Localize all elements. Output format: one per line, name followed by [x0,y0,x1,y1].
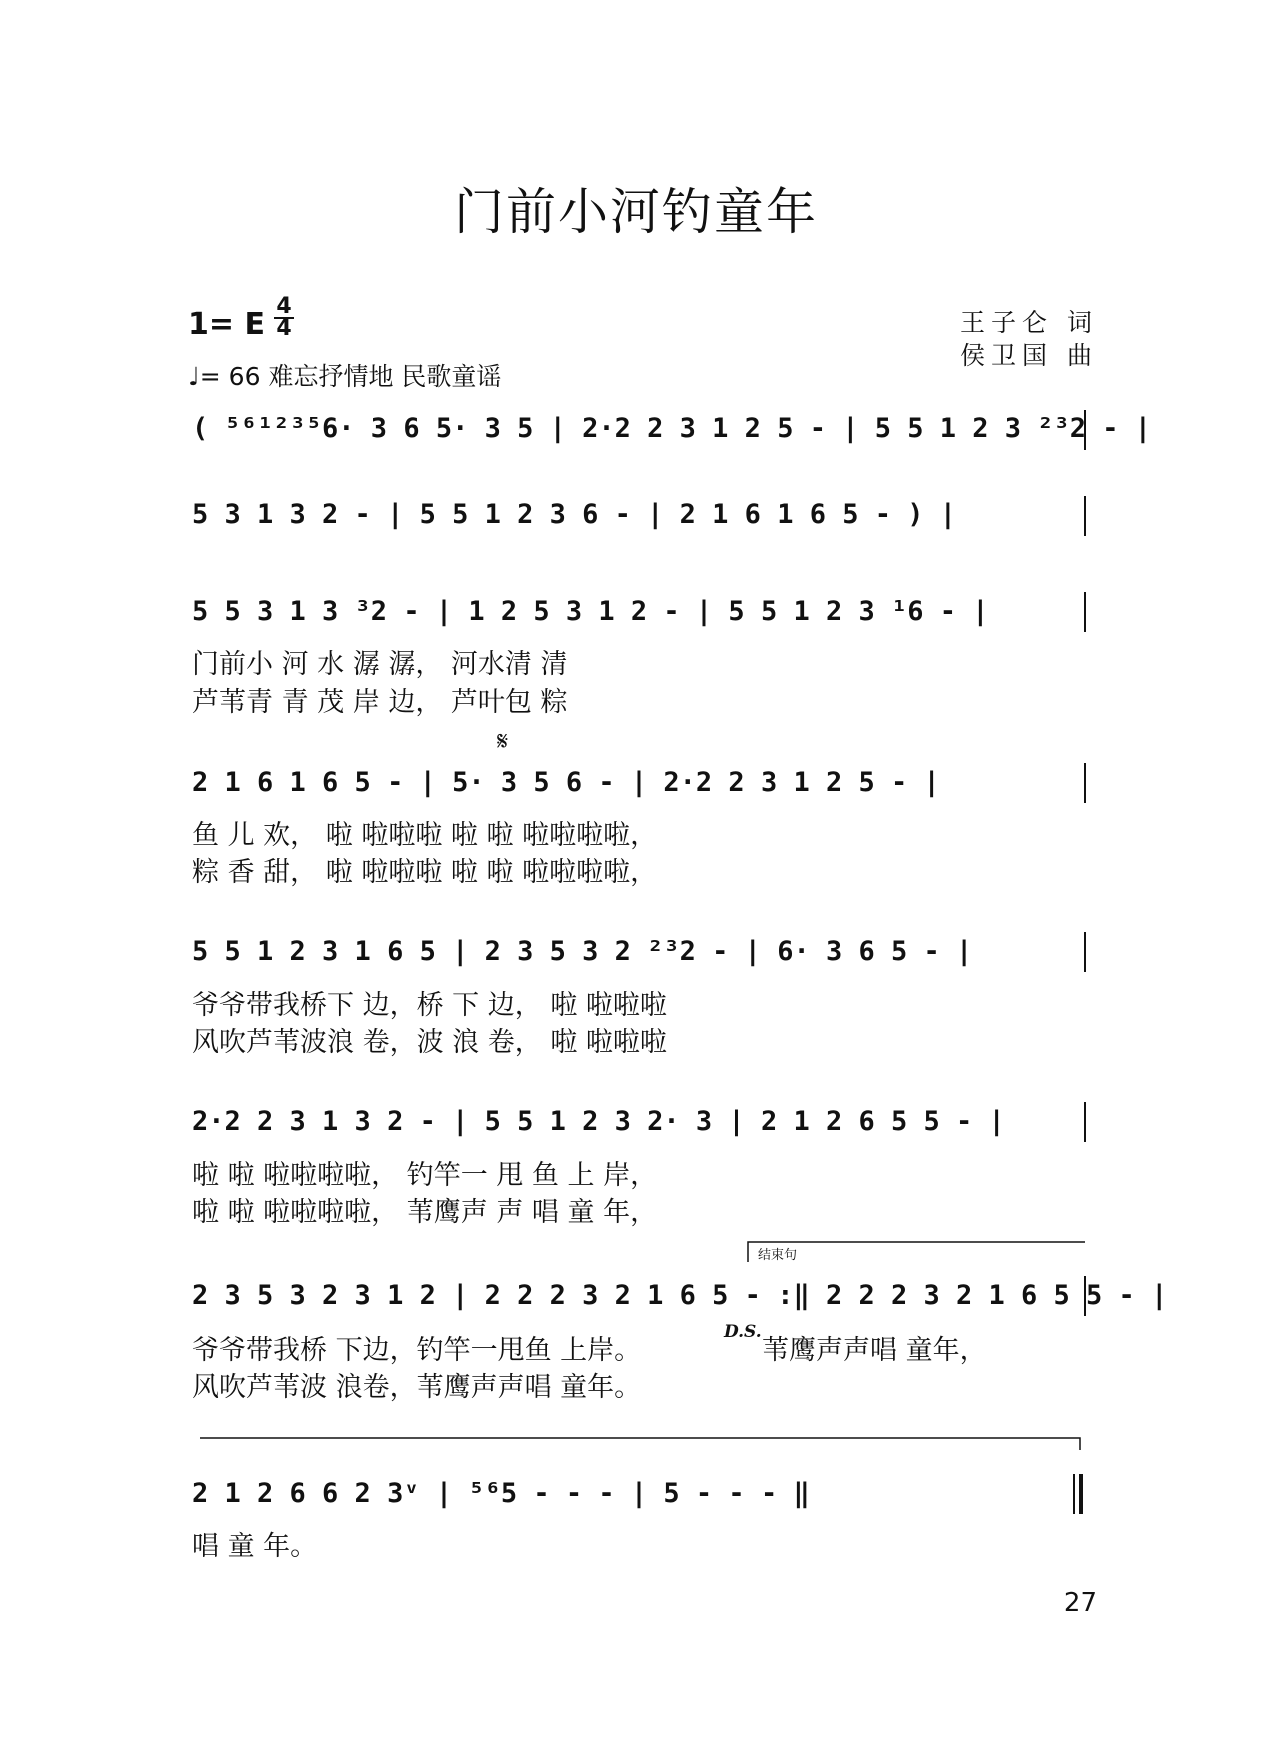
lyric-line-4-verse-2: 粽 香 甜， 啦 啦啦啦 啦 啦 啦啦啦啦， [192,857,658,888]
ending-label: 结束句 [758,1248,798,1263]
page-number: 27 [1063,1588,1097,1618]
lyricist-credit: 王子仑 词 [960,308,1098,337]
time-signature-bottom: 4 [276,316,292,341]
lyric-line-7-verse-1-ending: 苇鹰声声唱 童年， [762,1335,987,1366]
key-signature: 1= E [188,307,265,342]
ds-mark: D.S. [724,1322,762,1342]
lyric-line-7-verse-1: 爷爷带我桥 下边，钓竿一甩鱼 上岸。 [192,1335,642,1366]
score-line-6: 2·2 2 3 1 3 2 - | 5 5 1 2 3 2· 3 | 2 1 2 6 5 5 - | [192,1106,1005,1137]
tempo-marking: ♩= 66 难忘抒情地 民歌童谣 [188,362,502,391]
score-line-3: 5 5 3 1 3 ³2 - | 1 2 5 3 1 2 - | 5 5 1 2 3 ¹6 - | [192,596,989,627]
lyric-line-4-verse-1: 鱼 儿 欢， 啦 啦啦啦 啦 啦 啦啦啦啦， [192,820,658,851]
segno-sign: 𝄋 [497,727,509,757]
score-line-4: 2 1 6 1 6 5 - | 5· 3 5 6 - | 2·2 2 3 1 2 5 - | [192,767,940,798]
song-title: 门前小河钓童年 [454,183,818,241]
lyric-line-6-verse-1: 啦 啦 啦啦啦啦， 钓竿一 甩 鱼 上 岸， [192,1160,658,1191]
lyric-line-7-verse-2: 风吹芦苇波 浪卷，苇鹰声声唱 童年。 [192,1372,642,1403]
score-line-8: 2 1 2 6 6 2 3ᵛ | ⁵⁶5 - - - | 5 - - - ‖ [192,1478,810,1509]
lyric-line-6-verse-2: 啦 啦 啦啦啦啦， 苇鹰声 声 唱 童 年， [192,1197,658,1228]
lyric-line-5-verse-1: 爷爷带我桥下 边，桥 下 边， 啦 啦啦啦 [192,990,667,1021]
lyric-line-5-verse-2: 风吹芦苇波浪 卷，波 浪 卷， 啦 啦啦啦 [192,1027,667,1058]
composer-credit: 侯卫国 曲 [960,341,1098,370]
lyric-line-3-verse-2: 芦苇青 青 茂 岸 边， 芦叶包 粽 [192,687,568,718]
time-signature-top: 4 [276,294,292,319]
score-line-7: 2 3 5 3 2 3 1 2 | 2 2 2 3 2 1 6 5 - :‖ 2 2 2 3 2 1 6 5 5 - | [192,1280,1168,1311]
score-line-2: 5 3 1 3 2 - | 5 5 1 2 3 6 - | 2 1 6 1 6 5 - ) | [192,499,957,530]
lyric-line-3-verse-1: 门前小 河 水 潺 潺， 河水清 清 [192,649,568,680]
lyric-line-8: 唱 童 年。 [192,1531,318,1562]
score-line-1: ( ⁵⁶¹²³⁵6· 3 6 5· 3 5 | 2·2 2 3 1 2 5 - | 5 5 1 2 3 ²³2 - | [192,413,1152,444]
score-line-5: 5 5 1 2 3 1 6 5 | 2 3 5 3 2 ²³2 - | 6· 3 6 5 - | [192,936,973,967]
